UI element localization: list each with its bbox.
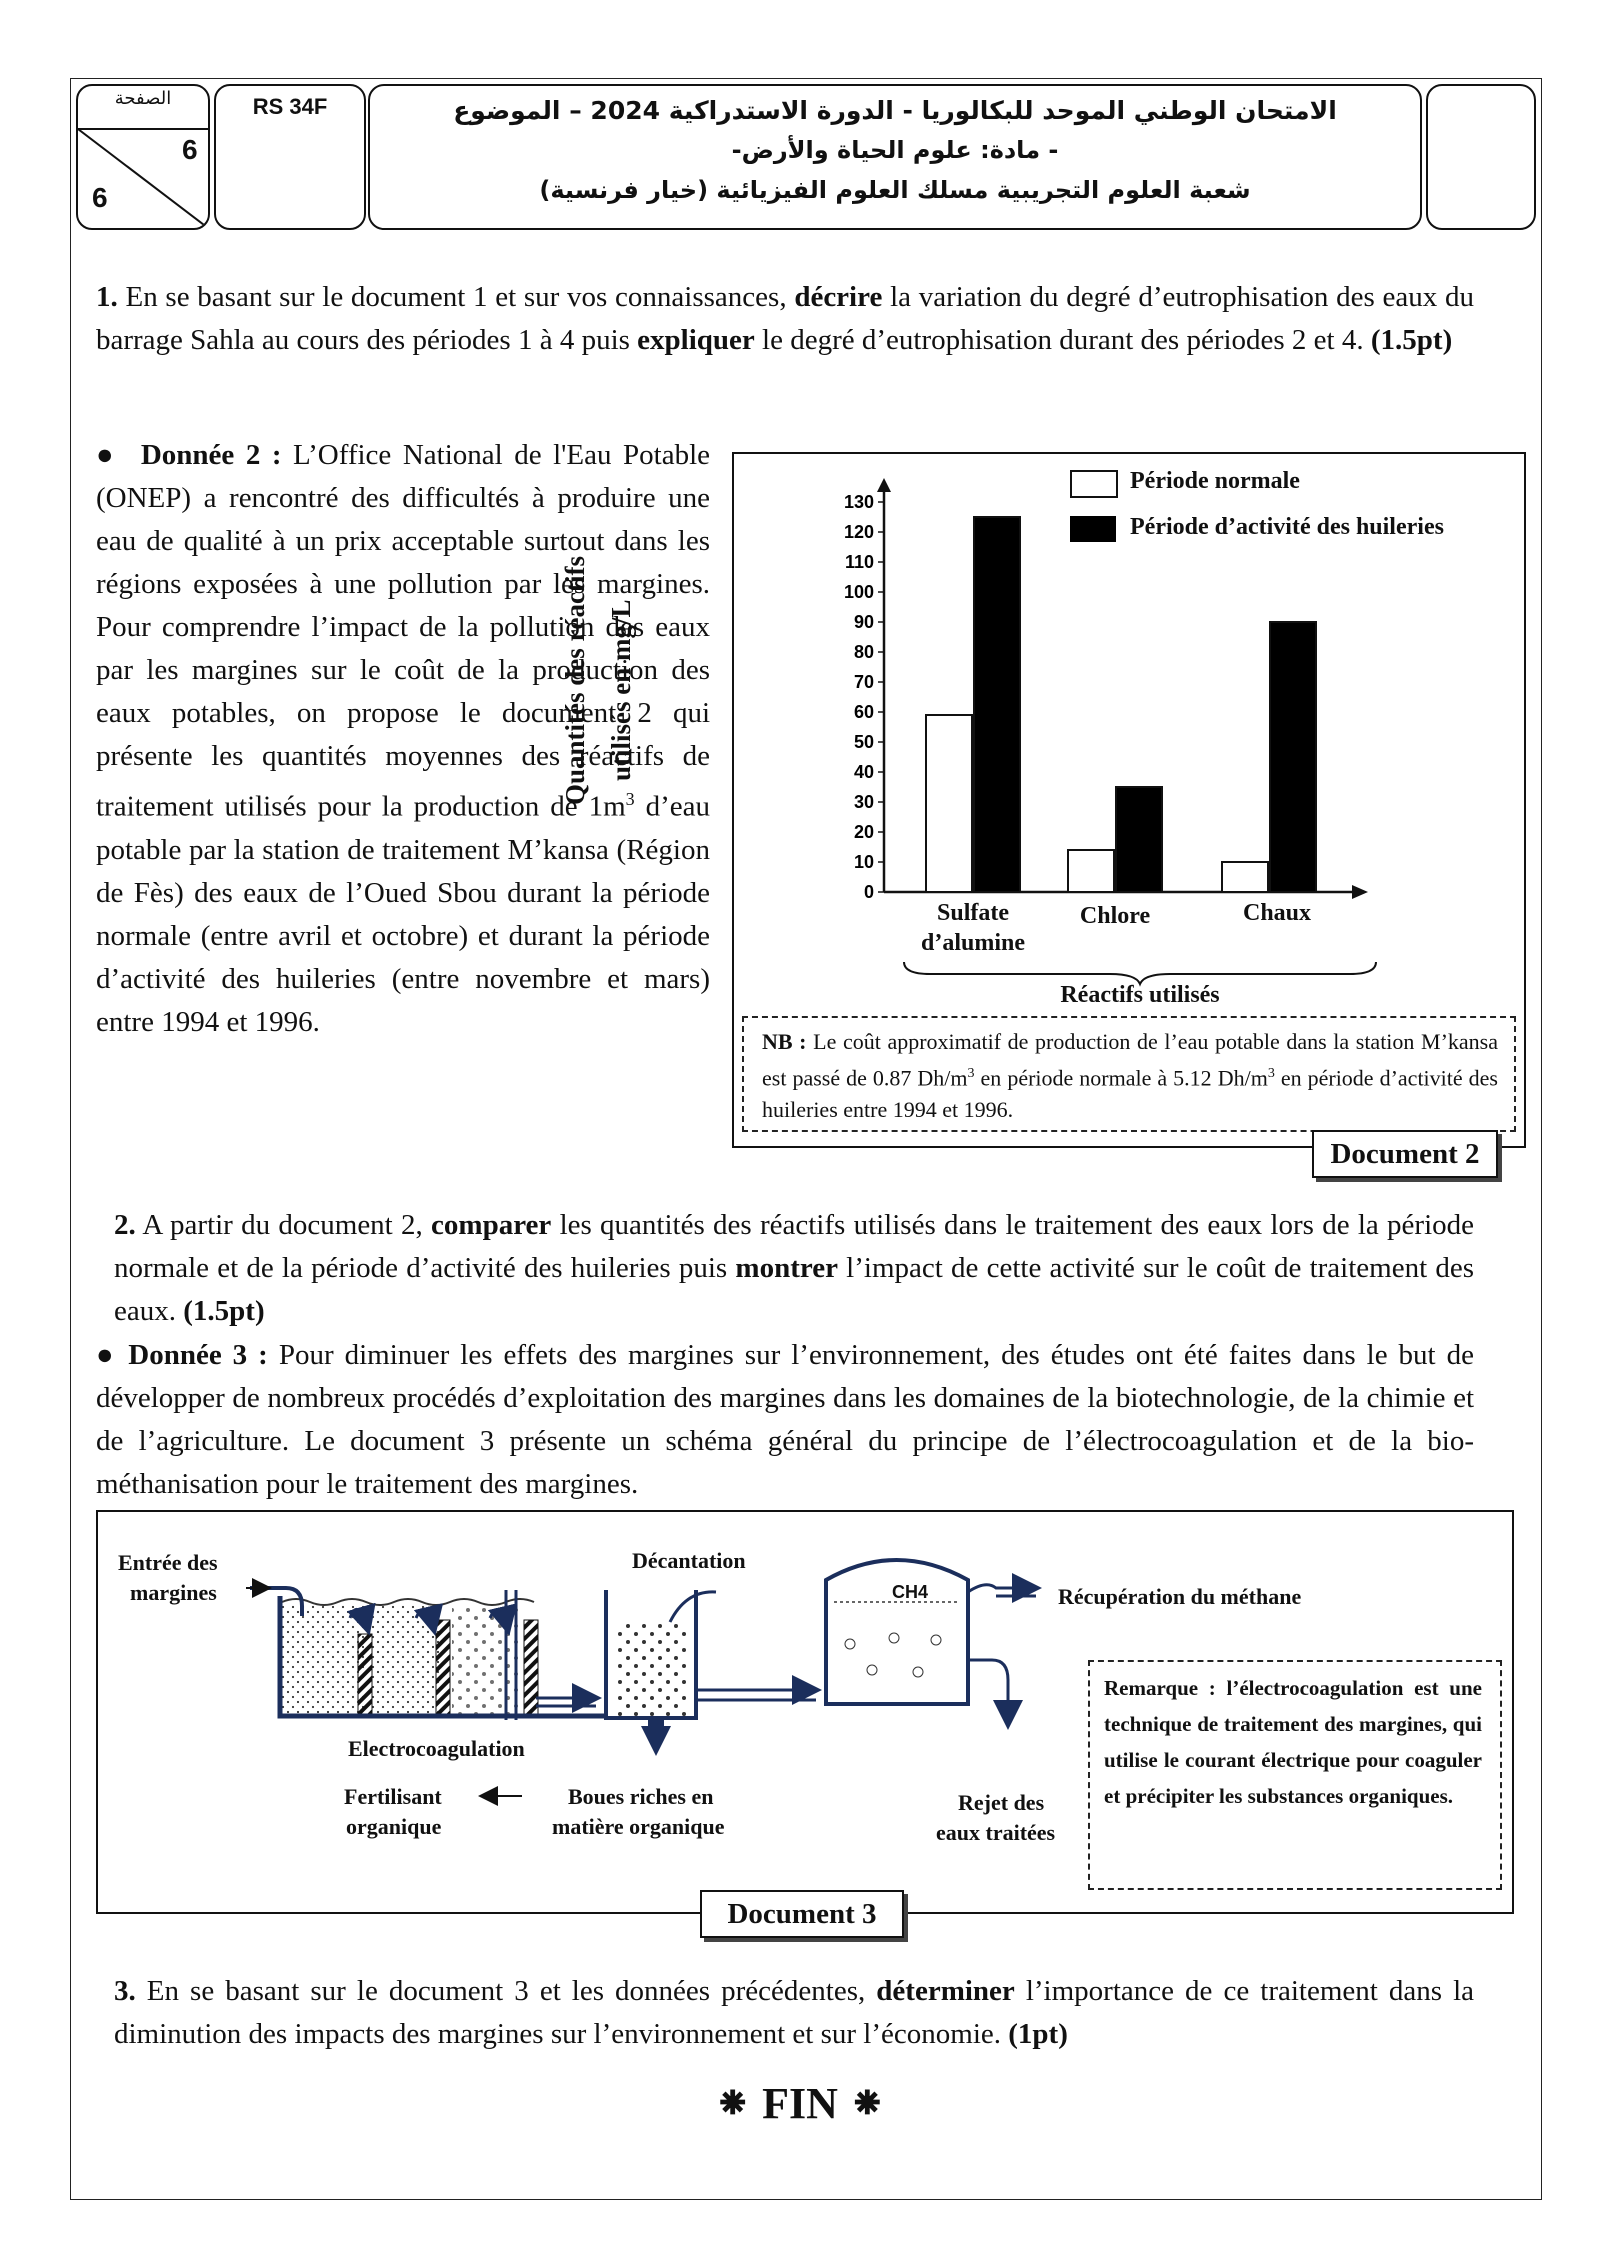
y-tick-label: 50	[853, 732, 874, 752]
label-entree-line1: Entrée des	[118, 1550, 218, 1575]
question-3-number: 3.	[114, 1975, 136, 2007]
label-electrocoagulation: Electrocoagulation	[348, 1736, 525, 1761]
y-tick-label: 0	[863, 882, 874, 902]
decantation-tank	[536, 1590, 716, 1750]
y-tick-label: 60	[853, 702, 874, 722]
donnee-2-text: ● Donnée 2 : L’Office National de l'Eau Potable (ONEP) a rencontré des difficultés à produire une eau de qualité à un prix acceptable surtout dans les régions exposées à une pollution par les margines. Pour comprendre l’impact de la pollution des eaux par les margines sur le coût de la production des eaux potables, on propose le document 2 qui présente les quantités moyennes des réactifs de traitement utilisés pour la production de $1m^3$ d’eau potable par la station de traitement M’kansa (Région de Fès) des eaux de l’Oued Sbou durant la période normale (entre avril et octobre) et durant la période d’activité des huileries (entre novembre et mars) entre 1994 et 1996.	[96, 439, 710, 1038]
remarque-text: Remarque : l’électrocoagulation est une technique de traitement des margines, qui utilise le courant électrique pour coaguler et précipiter les substances organiques.	[1104, 1676, 1482, 1808]
legend-normal-label: Période normale	[1130, 468, 1300, 494]
legend-huileries-label: Période d’activité des huileries	[1130, 514, 1444, 540]
nb-label: NB :	[762, 1029, 807, 1054]
question-2-number: 2.	[114, 1209, 136, 1241]
question-1-text2: la variation du degré d’eutrophisation des eaux du barrage Sahla au cours des périodes 1 à 4 puis	[96, 281, 1475, 356]
question-2-text: A partir du document 2,	[135, 1209, 432, 1241]
question-3-verb: déterminer	[876, 1975, 1015, 2007]
label-fertilisant-line1: Fertilisant	[344, 1784, 442, 1809]
bar-huileries-2	[1270, 622, 1316, 892]
legend-huileries-swatch	[1070, 516, 1116, 542]
nb-text-2: en période normale à 5.12 Dh/m	[974, 1065, 1268, 1091]
question-1-verb2: expliquer	[637, 324, 755, 356]
header-line3: شعبة العلوم التجريبية مسلك العلوم الفيزيائية (خيار فرنسية)	[539, 176, 1251, 204]
question-3	[114, 1970, 1474, 2056]
question-1-verb1: décrire	[794, 281, 883, 313]
question-1	[96, 276, 1474, 362]
question-2-verb2: montrer	[735, 1252, 838, 1284]
y-tick-label: 40	[853, 762, 874, 782]
donnee-2-body-a: L’Office National de l'Eau Potable (ONEP) a rencontré des difficultés à produire une eau de qualité à un prix acceptable surtout dans les régions exposées à une pollution par les margines. Pour comprendre l’impact de la pollution des eaux par les margines sur le coût de la production des eaux potables, on propose le document 2 qui présente les quantités moyennes des réactifs de traitement utilisés pour la production de 1m	[96, 439, 710, 823]
chart-x-axis-arrow	[1352, 885, 1368, 899]
label-fertilisant-line2: organique	[346, 1814, 442, 1839]
question-2	[114, 1204, 1474, 1333]
y-tick-label: 70	[853, 672, 874, 692]
category-label-sulfate-line2: d’alumine	[920, 930, 1025, 956]
question-1-number: 1.	[96, 281, 118, 313]
digester	[696, 1560, 1036, 1724]
y-tick-label: 90	[853, 612, 874, 632]
category-label-chlore: Chlore	[1079, 903, 1151, 929]
question-2-verb1: comparer	[431, 1209, 552, 1241]
y-tick-label: 10	[853, 852, 874, 872]
header-line2: - مادة: علوم الحياة والأرض-	[731, 136, 1059, 164]
nb-text-3: en période d’activité des huileries entre 1994 et 1996.	[762, 1065, 1498, 1123]
page-number-box	[76, 84, 210, 230]
question-3-text2: l’importance de ce traitement dans la diminution des impacts des margines sur l’environnement et sur l’économie.	[114, 1975, 1474, 2050]
question-1-points: (1.5pt)	[1370, 324, 1453, 356]
header-line1: الامتحان الوطني الموحد للبكالوريا - الدورة الاستدراكية 2024 – الموضوع	[453, 96, 1337, 125]
donnee-2-sup: 3	[625, 789, 635, 809]
label-boues-line2: matière organique	[552, 1814, 725, 1839]
bar-normal-0	[926, 715, 972, 892]
y-tick-label: 100	[843, 582, 874, 602]
code-box	[214, 84, 366, 230]
document-2-title: Document 2	[1312, 1130, 1498, 1178]
bar-huileries-0	[974, 517, 1020, 892]
label-rejet-line1: Rejet des	[958, 1790, 1045, 1815]
exam-code: RS 34F	[252, 94, 328, 119]
y-tick-label: 20	[853, 822, 874, 842]
document-2-nb: NB : Le coût approximatif de production de l’eau potable dans la station M’kansa est passé de 0.87 $Dh/m^3$ en période normale à 5.12 $Dh/m^3$ en période d’activité des huileries entre 1994 et 1996.	[742, 1016, 1516, 1132]
y-tick-label: 120	[843, 522, 874, 542]
label-rejet-line2: eaux traitées	[936, 1820, 1056, 1845]
bar-normal-2	[1222, 862, 1268, 892]
label-entree-line2: margines	[130, 1580, 217, 1605]
category-label-chaux: Chaux	[1242, 900, 1312, 926]
donnee-2-label: Donnée 2 :	[140, 439, 282, 471]
y-tick-label: 80	[853, 642, 874, 662]
question-2-text2: les quantités des réactifs utilisés dans le traitement des eaux lors de la période normale et de la période d’activité des huileries puis	[114, 1209, 1474, 1284]
donnee-3-label: Donnée 3 :	[128, 1339, 268, 1371]
y-tick-label: 30	[853, 792, 874, 812]
page-word: الصفحة	[114, 88, 172, 109]
y-tick-label: 130	[843, 492, 874, 512]
y-tick-label: 110	[844, 552, 874, 572]
bar-huileries-1	[1116, 787, 1162, 892]
donnee-3-text: ● Donnée 3 : Pour diminuer les effets des margines sur l’environnement, des études ont été faites dans le but de développer de nombreux procédés d’exploitation des margines dans les domaines de la biotechnologie, de la chimie et de l’agriculture. Le document 3 présente un schéma général du principe de l’électrocoagulation et de la bio-méthanisation pour le traitement des margines.	[96, 1339, 1474, 1500]
donnee-2-body-b: d’eau potable par la station de traitement M’kansa (Région de Fès) des eaux de l’Oued Sbou durant la période normale (entre avril et octobre) et durant la période d’activité des huileries (entre novembre et mars) entre 1994 et 1996.	[96, 790, 710, 1038]
question-3-text: En se basant sur le document 3 et les données précédentes,	[135, 1975, 877, 2007]
fin-label: ⁕ FIN ⁕	[714, 2079, 886, 2128]
chart-xlabel: Réactifs utilisés	[1060, 982, 1220, 1008]
question-1-text3: le degré d’eutrophisation durant des périodes 2 et 4.	[754, 324, 1371, 356]
label-ch4: CH4	[892, 1582, 929, 1602]
label-decantation: Décantation	[632, 1548, 746, 1573]
title-box	[368, 84, 1422, 230]
electrocoagulation-tank	[250, 1588, 608, 1720]
question-2-points: (1.5pt)	[183, 1295, 265, 1327]
nb-text-1: Le coût approximatif de production de l’eau potable dans la station M’kansa est passé de 0.87 Dh/m	[762, 1029, 1499, 1091]
bar-normal-1	[1068, 850, 1114, 892]
question-1-text: En se basant sur le document 1 et sur vos connaissances,	[117, 281, 795, 313]
donnee-3-body: Pour diminuer les effets des margines sur l’environnement, des études ont été faites dans le but de développer de nombreux procédés d’exploitation des margines dans les domaines de la biotechnologie, de la chimie et de l’agriculture. Le document 3 présente un schéma général du principe de l’électrocoagulation et de la bio-méthanisation pour le traitement des margines.	[96, 1339, 1474, 1500]
label-recuperation: Récupération du méthane	[1058, 1584, 1302, 1609]
chart-y-axis-arrow	[877, 478, 891, 492]
legend-normal-swatch	[1070, 470, 1118, 498]
document-3-title: Document 3	[700, 1890, 904, 1938]
page-num: 6	[182, 134, 198, 165]
category-label-sulfate-line1: Sulfate	[937, 900, 1009, 926]
question-3-points: (1pt)	[1008, 2018, 1068, 2050]
blank-box	[1426, 84, 1536, 230]
document-3-remarque	[1088, 1660, 1502, 1890]
label-boues-line1: Boues riches en	[568, 1784, 714, 1809]
question-2-text3: l’impact de cette activité sur le coût de traitement des eaux.	[114, 1252, 1474, 1327]
page-total: 6	[92, 182, 108, 213]
